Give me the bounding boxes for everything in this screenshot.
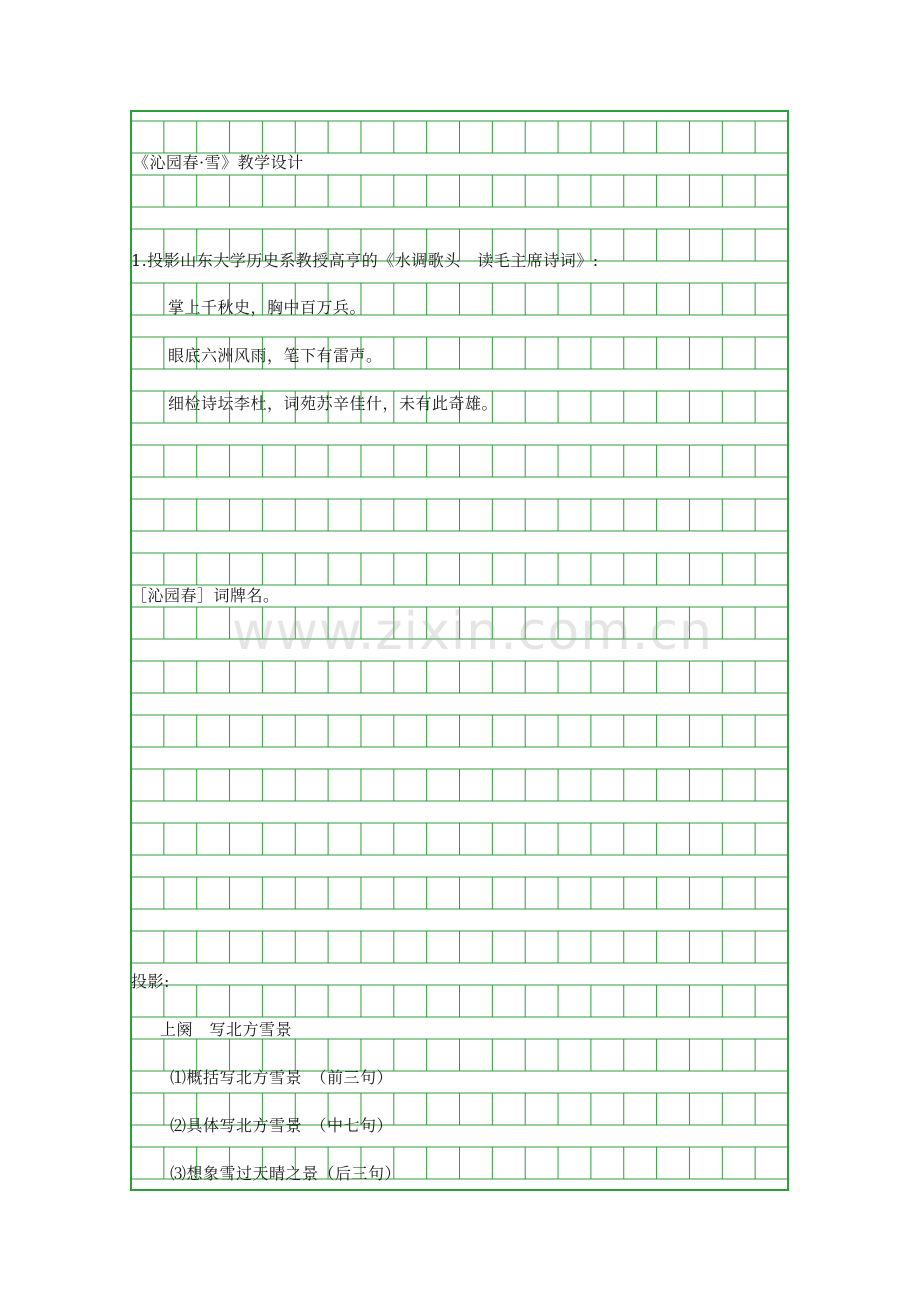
watermark: www.zixin.com.cn: [232, 602, 713, 662]
projection-label: 投影:: [131, 972, 170, 991]
outline-item-2: ⑵具体写北方雪景 （中七句）: [170, 1116, 394, 1135]
document-title: 《沁园春·雪》教学设计: [133, 153, 304, 172]
outline-item-1: ⑴概括写北方雪景 （前三句）: [170, 1068, 394, 1087]
poem-line-3: 细检诗坛李杜，词苑苏辛佳什，未有此奇雄。: [168, 394, 499, 413]
cipai-note: ［沁园春］词牌名。: [131, 586, 280, 605]
section-heading: 上阕 写北方雪景: [160, 1020, 293, 1039]
outline-item-3: ⑶想象雪过天晴之景（后三句）: [170, 1164, 402, 1183]
poem-line-2: 眼底六洲风雨，笔下有雷声。: [168, 346, 383, 365]
intro-line: 1.投影山东大学历史系教授高亨的《水调歌头 读毛主席诗词》:: [131, 251, 599, 270]
poem-line-1: 掌上千秋史，胸中百万兵。: [168, 298, 367, 317]
